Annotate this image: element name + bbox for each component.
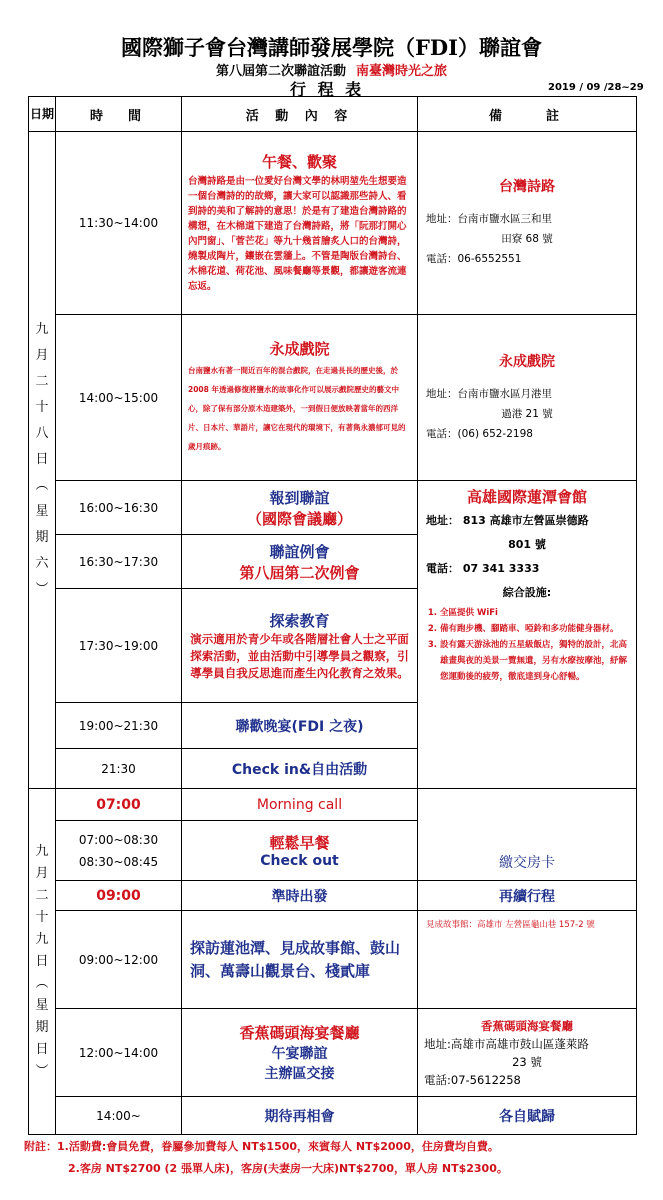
activity-title: 探索教育: [269, 611, 330, 630]
activity-subtitle-2: 主辦區交接: [264, 1066, 335, 1082]
activity-title: 聯誼例會: [269, 542, 330, 561]
activity-subtitle: Check out: [260, 853, 339, 869]
footer-line-2: 2.客房 NT$2700 (2 張單人床)，客房(夫妻房一大床)NT$2700，單人房 NT$2300。: [68, 1162, 508, 1175]
activity-cell: 聯歡晚宴(FDI 之夜): [182, 703, 418, 749]
footer-line-1: [24, 1138, 499, 1154]
note-address: 地址：台南市鹽水區月港里: [426, 387, 552, 400]
table-row: [29, 789, 637, 821]
activity-subtitle: （國際會議廳）: [246, 509, 352, 528]
note-title: 台灣詩路: [499, 179, 555, 195]
time-cell: 17:30~19:00: [56, 589, 182, 703]
list-item: 1. 全區提供 WiFi: [440, 605, 628, 621]
activity-cell: [182, 1009, 418, 1097]
itinerary-heading: 行 程 表: [290, 80, 365, 99]
time-cell: 09:00: [56, 881, 182, 911]
footer-text-1: 1.活動費:會員免費，眷屬參加費每人 NT$1500，來賓每人 NT$2000，住房費均自費。: [57, 1140, 499, 1153]
note-cell: [418, 1009, 637, 1097]
list-item: 2. 備有跑步機、腳踏車、啞鈴和多功能健身器材。: [440, 621, 628, 637]
page-title: 國際獅子會台灣講師發展學院（FDI）聯誼會: [121, 35, 542, 60]
note-address: 地址：台南市鹽水區三和里: [426, 213, 552, 225]
hotel-note-cell: [418, 481, 637, 789]
activity-desc: 台南鹽水有著一間近百年的混合戲院，在走過長長的歷史後，於 2008 年透過修復將鹽水的故事化作可以展示戲院歷史的藝文中心，除了保有部分原木造建築外，一到假日便放映著當年的西洋片、日本片、華語片，讓它在現代的環境下，有著雋永濃郁可見的歲月痕跡。: [188, 365, 406, 451]
table-header-row: [29, 97, 637, 132]
time-cell: 14:00~: [56, 1097, 182, 1135]
activity-cell: 期待再相會: [182, 1097, 418, 1135]
time-cell: 11:30~14:00: [56, 132, 182, 315]
note-phone: 電話：06-6552551: [426, 253, 522, 265]
itinerary-table: [28, 96, 637, 1135]
day1-label: 九 月 二 十 八 日 ︵ 星 期 六 ︶: [29, 132, 56, 789]
activity-desc: 台灣詩路是由一位愛好台灣文學的林明堃先生想要造一個台灣詩的的故鄉，讓大家可以認識那些詩人、看到詩的美和了解詩的意思！於是有了建造台灣詩路的構想，在木棉道下建造了台灣詩路，將「阮那打開心內門窗」、「菅芒花」等九十幾首膾炙人口的台灣詩，燒製成陶片，鑲嵌在雲牆上。不管是陶版台灣詩台、木棉花道、荷花池、風味餐廳等景觀，都讓遊客流連忘返。: [188, 175, 407, 292]
subtitle-theme: 南臺灣時光之旅: [356, 64, 448, 79]
activity-title: 香蕉碼頭海宴餐廳: [239, 1024, 360, 1042]
activity-cell: Check in&自由活動: [182, 749, 418, 789]
note-title: 香蕉碼頭海宴餐廳: [481, 1018, 573, 1033]
note-address-2: 過港 21 號: [501, 407, 553, 420]
footer-label: 附註：: [24, 1140, 57, 1153]
activity-cell: Morning call: [182, 789, 418, 821]
table-row: [29, 1097, 637, 1135]
col-time: 時 間: [56, 97, 182, 132]
time-cell: 07:00~08:30 08:30~08:45: [56, 821, 182, 881]
table-row: [29, 481, 637, 535]
note-cell: 繳交房卡: [418, 789, 637, 881]
activity-title: 輕鬆早餐: [269, 834, 330, 852]
activity-subtitle: 午宴聯誼: [271, 1046, 328, 1062]
col-activity: 活 動 內 容: [182, 97, 418, 132]
activity-cell: 探訪蓮池潭、見成故事館、鼓山洞、萬壽山觀景台、棧貳庫: [182, 911, 418, 1009]
time-cell: 21:30: [56, 749, 182, 789]
activity-cell: [182, 132, 418, 315]
activity-cell: [182, 821, 418, 881]
activity-subtitle: 第八屆第二次例會: [239, 563, 360, 582]
activity-cell: [182, 535, 418, 589]
list-item: 3. 設有露天游泳池的五星級飯店，獨特的設計，北高雄畫與夜的美景一覽無遺，另有水療按摩池，紓解您運動後的疲勞，徹底達到身心舒暢。: [440, 637, 628, 685]
table-row: [29, 1009, 637, 1097]
activity-title: 午餐、歡聚: [261, 152, 337, 171]
time-cell: 14:00~15:00: [56, 315, 182, 481]
activity-desc: 演示適用於青少年或各階層社會人士之平面探索活動，並由活動中引導學員之觀察，引導學員自我反思進而產生內化教育之效果。: [190, 631, 409, 680]
time-cell: 19:00~21:30: [56, 703, 182, 749]
table-row: [29, 881, 637, 911]
note-address-2: 23 號: [512, 1054, 542, 1069]
activity-title: 永成戲院: [269, 339, 330, 358]
time-cell: 16:00~16:30: [56, 481, 182, 535]
hotel-name: 高雄國際蓮潭會館: [466, 488, 587, 506]
event-date: 2019 / 09 /28~29: [548, 82, 644, 93]
subtitle-event: 第八屆第二次聯誼活動: [215, 64, 346, 79]
time-cell: 09:00~12:00: [56, 911, 182, 1009]
note-phone: 電話:07-5612258: [424, 1072, 521, 1087]
facility-title: 綜合設施:: [502, 586, 552, 599]
note-address: 地址:高雄市高雄市鼓山區蓬萊路: [424, 1036, 589, 1051]
note-cell: [418, 132, 637, 315]
time-cell: 16:30~17:30: [56, 535, 182, 589]
table-row: [29, 911, 637, 1009]
note-cell: 再續行程: [418, 881, 637, 911]
activity-cell: [182, 589, 418, 703]
note-cell: [418, 315, 637, 481]
hotel-address: 地址： 813 高雄市左營區崇德路: [426, 514, 589, 527]
activity-cell: [182, 315, 418, 481]
table-row: [29, 315, 637, 481]
day2-label: 九 月 二 十 九 日 ︵ 星 期 日 ︶: [29, 789, 56, 1135]
activity-cell: [182, 481, 418, 535]
note-title: 永成戲院: [499, 353, 555, 370]
activity-title: 報到聯誼: [269, 488, 330, 507]
col-note: 備 註: [418, 97, 637, 132]
time-cell: 07:00: [56, 789, 182, 821]
col-day: 日期: [29, 97, 56, 132]
activity-cell: 準時出發: [182, 881, 418, 911]
note-phone: 電話：(06) 652-2198: [426, 427, 533, 440]
note-cell: 各自賦歸: [418, 1097, 637, 1135]
note-address-2: 田寮 68 號: [501, 233, 553, 245]
time-cell: 12:00~14:00: [56, 1009, 182, 1097]
note-cell: 見成故事館：高雄市 左營區龜山巷 157-2 號: [418, 911, 637, 1009]
hotel-address-2: 801 號: [508, 538, 546, 551]
hotel-phone: 電話： 07 341 3333: [426, 562, 540, 575]
facility-list: [426, 605, 628, 685]
table-row: [29, 132, 637, 315]
